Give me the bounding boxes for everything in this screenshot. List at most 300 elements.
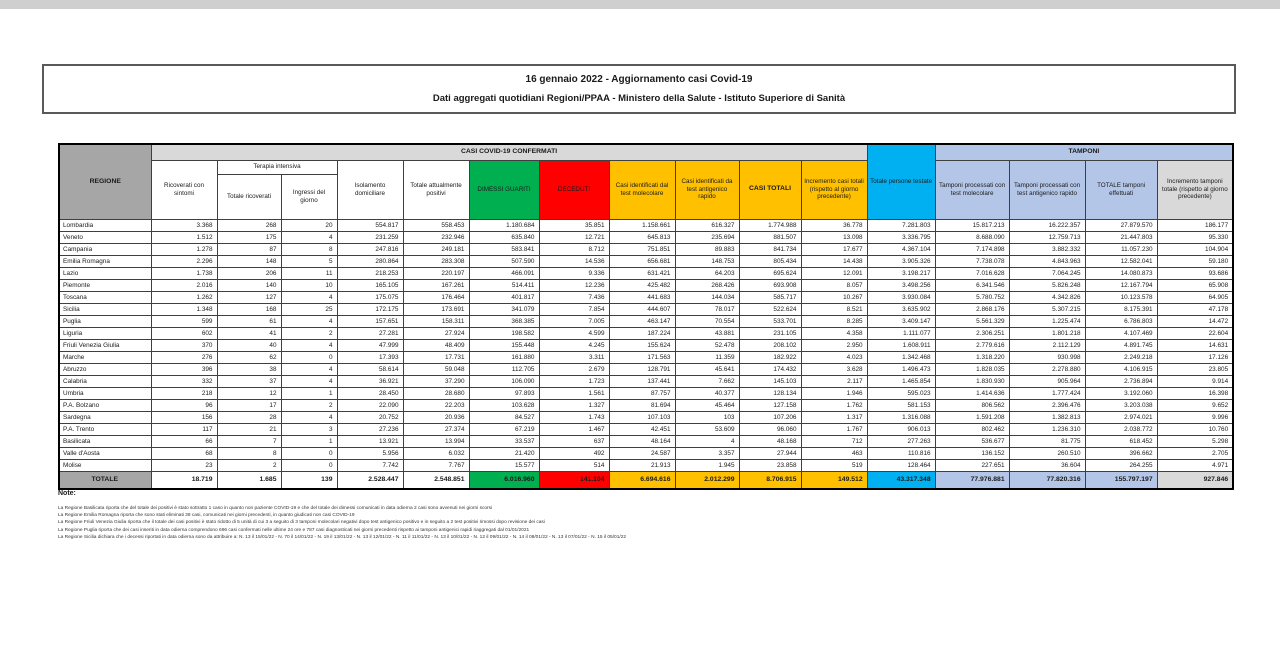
cell-value: 12.091 [801, 267, 867, 279]
cell-value: 7.064.245 [1009, 267, 1085, 279]
cell-value: 112.705 [469, 363, 539, 375]
cell-value: 128.134 [739, 387, 801, 399]
region-name: Veneto [59, 231, 151, 243]
cell-value: 2.779.616 [935, 339, 1009, 351]
cell-value: 168 [217, 303, 281, 315]
cell-value: 17 [217, 399, 281, 411]
cell-value: 695.624 [739, 267, 801, 279]
cell-value: 10.760 [1157, 423, 1233, 435]
cell-value: 155.797.197 [1085, 471, 1157, 489]
cell-value: 7.738.078 [935, 255, 1009, 267]
cell-value: 8 [281, 243, 337, 255]
cell-value: 519 [801, 459, 867, 471]
cell-value: 48.409 [403, 339, 469, 351]
cell-value: 59.048 [403, 363, 469, 375]
region-name: Lazio [59, 267, 151, 279]
cell-value: 40 [217, 339, 281, 351]
cell-value: 4 [281, 363, 337, 375]
cell-value: 802.462 [935, 423, 1009, 435]
table-row [59, 387, 1233, 399]
cell-value: 249.181 [403, 243, 469, 255]
cell-value: 15.817.213 [935, 219, 1009, 231]
cell-value: 4.358 [801, 327, 867, 339]
cell-value: 7.767 [403, 459, 469, 471]
table-row [59, 411, 1233, 423]
cell-value: 148.753 [675, 255, 739, 267]
cell-value: 176.464 [403, 291, 469, 303]
cell-value: 182.922 [739, 351, 801, 363]
cell-value: 128.464 [867, 459, 935, 471]
cell-value: 581.153 [867, 399, 935, 411]
cell-value: 905.964 [1009, 375, 1085, 387]
cell-value: 14.631 [1157, 339, 1233, 351]
cell-value: 48.168 [739, 435, 801, 447]
cell-value: 635.840 [469, 231, 539, 243]
cell-value: 6.786.803 [1085, 315, 1157, 327]
region-name: Puglia [59, 315, 151, 327]
cell-value: 97.893 [469, 387, 539, 399]
col-header-casi-antigenico: Casi identificati da test antigenico rapido [675, 160, 739, 219]
cell-value: 806.562 [935, 399, 1009, 411]
cell-value: 198.582 [469, 327, 539, 339]
cell-value: 37.290 [403, 375, 469, 387]
cell-value: 167.261 [403, 279, 469, 291]
cell-value: 17.677 [801, 243, 867, 255]
cell-value: 27.374 [403, 423, 469, 435]
cell-value: 3.311 [539, 351, 609, 363]
cell-value: 645.813 [609, 231, 675, 243]
cell-value: 930.998 [1009, 351, 1085, 363]
cell-value: 4 [675, 435, 739, 447]
document-title: 16 gennaio 2022 - Aggiornamento casi Covid-19 [525, 74, 753, 85]
cell-value: 27.236 [337, 423, 403, 435]
note-line: La Regione Sicilia dichiara che i decessi riportati in data odierna sono da attribuire a: N. 13 il 15/01/22 - N. 70 il 14/01/22 - N. 19 il 13/01/22 - N. 13 il 12/01/22 - N. 11 il 11/01/22 - N. 13 il 10/01/22 - N. 12 il 09/01/22 - N. 14 il 08/01/22 - N. 13 il 07/01/22 - N. 15 il 05/01/22 [58, 534, 627, 540]
cell-value: 218 [151, 387, 217, 399]
cell-value: 536.677 [935, 435, 1009, 447]
cell-value: 17.126 [1157, 351, 1233, 363]
cell-value: 7.174.898 [935, 243, 1009, 255]
cell-value: 2.950 [801, 339, 867, 351]
cell-value: 1.561 [539, 387, 609, 399]
cell-value: 67.219 [469, 423, 539, 435]
region-name: Abruzzo [59, 363, 151, 375]
cell-value: 232.946 [403, 231, 469, 243]
cell-value: 368.385 [469, 315, 539, 327]
cell-value: 96.060 [739, 423, 801, 435]
cell-value: 4.342.826 [1009, 291, 1085, 303]
cell-value: 3.357 [675, 447, 739, 459]
cell-value: 62 [217, 351, 281, 363]
cell-value: 7.854 [539, 303, 609, 315]
cell-value: 227.651 [935, 459, 1009, 471]
cell-value: 2.974.021 [1085, 411, 1157, 423]
cell-value: 463.147 [609, 315, 675, 327]
cell-value: 927.846 [1157, 471, 1233, 489]
document-subtitle: Dati aggregati quotidiani Regioni/PPAA - Ministero della Salute - Istituto Superiore di Sanità [432, 93, 846, 104]
cell-value: 9.996 [1157, 411, 1233, 423]
cell-value: 8.285 [801, 315, 867, 327]
cell-value: 161.880 [469, 351, 539, 363]
cell-value: 206 [217, 267, 281, 279]
cell-value: 231.105 [739, 327, 801, 339]
cell-value: 14.438 [801, 255, 867, 267]
cell-value: 11 [281, 267, 337, 279]
cell-value: 1.723 [539, 375, 609, 387]
cell-value: 2 [217, 459, 281, 471]
col-header-casi-totali: CASI TOTALI [739, 160, 801, 219]
region-name: Sardegna [59, 411, 151, 423]
cell-value: 40.377 [675, 387, 739, 399]
note-line: La Regione Puglia riporta che dei casi inseriti in data odierna comprendono 696 casi confermati nelle ultime 24 ore e 787 casi diagnosticati nei giorni precedenti rispetto ai tamponi antigenici rapidi riaggregati dal 01/01/2021 [58, 527, 530, 533]
cell-value: 1.342.468 [867, 351, 935, 363]
col-header-deceduti: DECEDUTI [539, 160, 609, 219]
region-name: Toscana [59, 291, 151, 303]
cell-value: 401.817 [469, 291, 539, 303]
cell-value: 18.719 [151, 471, 217, 489]
table-row [59, 255, 1233, 267]
cell-value: 1 [281, 387, 337, 399]
cell-value: 2.705 [1157, 447, 1233, 459]
cell-value: 11.057.230 [1085, 243, 1157, 255]
table-row [59, 303, 1233, 315]
cell-value: 156 [151, 411, 217, 423]
cell-value: 3.192.060 [1085, 387, 1157, 399]
cell-value: 38 [217, 363, 281, 375]
cell-value: 4 [281, 339, 337, 351]
cell-value: 15.577 [469, 459, 539, 471]
cell-value: 522.624 [739, 303, 801, 315]
cell-value: 2.296 [151, 255, 217, 267]
cell-value: 5.561.329 [935, 315, 1009, 327]
cell-value: 65.908 [1157, 279, 1233, 291]
cell-value: 3.498.256 [867, 279, 935, 291]
cell-value: 144.034 [675, 291, 739, 303]
cell-value: 89.883 [675, 243, 739, 255]
cell-value: 45.464 [675, 399, 739, 411]
cell-value: 1.236.310 [1009, 423, 1085, 435]
cell-value: 12.759.713 [1009, 231, 1085, 243]
cell-value: 66 [151, 435, 217, 447]
cell-value: 1.777.424 [1009, 387, 1085, 399]
cell-value: 841.734 [739, 243, 801, 255]
cell-value: 128.791 [609, 363, 675, 375]
cell-value: 145.103 [739, 375, 801, 387]
cell-value: 618.452 [1085, 435, 1157, 447]
cell-value: 13.098 [801, 231, 867, 243]
cell-value: 64.905 [1157, 291, 1233, 303]
cell-value: 81.775 [1009, 435, 1085, 447]
cell-value: 4 [281, 411, 337, 423]
cell-value: 1.743 [539, 411, 609, 423]
cell-value: 4.891.745 [1085, 339, 1157, 351]
region-name: Piemonte [59, 279, 151, 291]
cell-value: 1.738 [151, 267, 217, 279]
cell-value: 1.316.088 [867, 411, 935, 423]
cell-value: 64.203 [675, 267, 739, 279]
cell-value: 9.652 [1157, 399, 1233, 411]
table-row [59, 231, 1233, 243]
cell-value: 12.582.041 [1085, 255, 1157, 267]
cell-value: 2 [281, 399, 337, 411]
cell-value: 8.688.090 [935, 231, 1009, 243]
covid-data-table [58, 143, 1234, 490]
cell-value: 3.905.326 [867, 255, 935, 267]
cell-value: 7.281.803 [867, 219, 935, 231]
cell-value: 171.563 [609, 351, 675, 363]
region-name: P.A. Bolzano [59, 399, 151, 411]
cell-value: 1.348 [151, 303, 217, 315]
region-name: Lombardia [59, 219, 151, 231]
cell-value: 157.651 [337, 315, 403, 327]
cell-value: 20 [281, 219, 337, 231]
cell-value: 41 [217, 327, 281, 339]
cell-value: 1.685 [217, 471, 281, 489]
cell-value: 20.752 [337, 411, 403, 423]
cell-value: 1.158.661 [609, 219, 675, 231]
cell-value: 396 [151, 363, 217, 375]
cell-value: 139 [281, 471, 337, 489]
cell-value: 425.482 [609, 279, 675, 291]
cell-value: 12.167.794 [1085, 279, 1157, 291]
region-name: Molise [59, 459, 151, 471]
cell-value: 554.817 [337, 219, 403, 231]
cell-value: 2.278.880 [1009, 363, 1085, 375]
cell-value: 599 [151, 315, 217, 327]
table-row [59, 399, 1233, 411]
cell-value: 260.510 [1009, 447, 1085, 459]
cell-value: 466.091 [469, 267, 539, 279]
cell-value: 13.921 [337, 435, 403, 447]
region-name: Umbria [59, 387, 151, 399]
cell-value: 1.467 [539, 423, 609, 435]
region-name: Emilia Romagna [59, 255, 151, 267]
cell-value: 2.038.772 [1085, 423, 1157, 435]
cell-value: 103 [675, 411, 739, 423]
cell-value: 7.742 [337, 459, 403, 471]
table-row [59, 291, 1233, 303]
cell-value: 4.245 [539, 339, 609, 351]
cell-value: 17.731 [403, 351, 469, 363]
cell-value: 14.472 [1157, 315, 1233, 327]
cell-value: 28 [217, 411, 281, 423]
cell-value: 36.778 [801, 219, 867, 231]
cell-value: 8.706.915 [739, 471, 801, 489]
cell-value: 1.465.854 [867, 375, 935, 387]
cell-value: 175 [217, 231, 281, 243]
cell-value: 4.971 [1157, 459, 1233, 471]
cell-value: 396.662 [1085, 447, 1157, 459]
cell-value: 1.327 [539, 399, 609, 411]
cell-value: 463 [801, 447, 867, 459]
cell-value: 4 [281, 291, 337, 303]
cell-value: 5.780.752 [935, 291, 1009, 303]
cell-value: 2.016 [151, 279, 217, 291]
table-row [59, 279, 1233, 291]
col-header-incremento-casi: Incremento casi totali (rispetto al giorno precedente) [801, 160, 867, 219]
cell-value: 585.717 [739, 291, 801, 303]
table-row [59, 327, 1233, 339]
cell-value: 136.152 [935, 447, 1009, 459]
cell-value: 492 [539, 447, 609, 459]
cell-value: 2.306.251 [935, 327, 1009, 339]
note-line: La Regione Friuli Venezia Giulia riporta che il totale dei casi positivi è stato ridotto di 5 unità di cui 3 a seguito di 3 tamponi molecolari negativi dopo test antigenico positivo e in seguito a 2 test positivi rimossi dopo revisione dei casi [58, 520, 545, 526]
cell-value: 127.158 [739, 399, 801, 411]
cell-value: 77.976.881 [935, 471, 1009, 489]
cell-value: 1.317 [801, 411, 867, 423]
cell-value: 2.736.894 [1085, 375, 1157, 387]
cell-value: 8 [217, 447, 281, 459]
cell-value: 751.851 [609, 243, 675, 255]
cell-value: 8.521 [801, 303, 867, 315]
cell-value: 8.175.391 [1085, 303, 1157, 315]
cell-value: 558.453 [403, 219, 469, 231]
table-row [59, 447, 1233, 459]
cell-value: 27.944 [739, 447, 801, 459]
cell-value: 507.590 [469, 255, 539, 267]
cell-value: 881.507 [739, 231, 801, 243]
cell-value: 247.816 [337, 243, 403, 255]
table-row [59, 339, 1233, 351]
cell-value: 264.255 [1085, 459, 1157, 471]
cell-value: 155.448 [469, 339, 539, 351]
cell-value: 11.359 [675, 351, 739, 363]
cell-value: 341.079 [469, 303, 539, 315]
cell-value: 1.225.474 [1009, 315, 1085, 327]
table-row [59, 351, 1233, 363]
note-line: La Regione Emilia Romagna riporta che sono stati eliminati 38 casi, comunicati nei giorni precedenti, in quanto giudicati non casi COVID-19 [58, 513, 355, 519]
table-row [59, 435, 1233, 447]
cell-value: 25 [281, 303, 337, 315]
cell-value: 106.090 [469, 375, 539, 387]
top-border-strip [0, 0, 1280, 9]
cell-value: 52.478 [675, 339, 739, 351]
cell-value: 6.016.960 [469, 471, 539, 489]
cell-value: 9.914 [1157, 375, 1233, 387]
cell-value: 14.536 [539, 255, 609, 267]
cell-value: 10.123.578 [1085, 291, 1157, 303]
cell-value: 602 [151, 327, 217, 339]
cell-value: 27.281 [337, 327, 403, 339]
cell-value: 187.224 [609, 327, 675, 339]
col-header-casi-molecolare: Casi identificati dal test molecolare [609, 160, 675, 219]
cell-value: 21 [217, 423, 281, 435]
table-row [59, 243, 1233, 255]
cell-value: 4.599 [539, 327, 609, 339]
cell-value: 441.683 [609, 291, 675, 303]
cell-value: 53.609 [675, 423, 739, 435]
cell-value: 28.450 [337, 387, 403, 399]
cell-value: 175.075 [337, 291, 403, 303]
notes-title: Note: [58, 490, 76, 497]
cell-value: 2.548.851 [403, 471, 469, 489]
cell-value: 1.767 [801, 423, 867, 435]
cell-value: 805.434 [739, 255, 801, 267]
cell-value: 208.102 [739, 339, 801, 351]
cell-value: 59.180 [1157, 255, 1233, 267]
cell-value: 4.367.104 [867, 243, 935, 255]
cell-value: 13.994 [403, 435, 469, 447]
group-header-tamponi: TAMPONI [935, 144, 1233, 160]
cell-value: 1.608.911 [867, 339, 935, 351]
col-header-tamponi-antigenico: Tamponi processati con test antigenico rapido [1009, 160, 1085, 219]
cell-value: 12 [217, 387, 281, 399]
cell-value: 127 [217, 291, 281, 303]
cell-value: 693.908 [739, 279, 801, 291]
cell-value: 4 [281, 315, 337, 327]
cell-value: 20.936 [403, 411, 469, 423]
table-row [59, 423, 1233, 435]
cell-value: 1.262 [151, 291, 217, 303]
cell-value: 2.012.299 [675, 471, 739, 489]
region-name: Sicilia [59, 303, 151, 315]
covid-data-table-wrap [58, 143, 1234, 490]
cell-value: 7 [217, 435, 281, 447]
cell-value: 77.820.316 [1009, 471, 1085, 489]
cell-value: 7.005 [539, 315, 609, 327]
cell-value: 22.604 [1157, 327, 1233, 339]
cell-value: 61 [217, 315, 281, 327]
cell-value: 444.607 [609, 303, 675, 315]
region-name: TOTALE [59, 471, 151, 489]
cell-value: 35.851 [539, 219, 609, 231]
cell-value: 165.105 [337, 279, 403, 291]
cell-value: 1.382.813 [1009, 411, 1085, 423]
cell-value: 36.604 [1009, 459, 1085, 471]
cell-value: 173.691 [403, 303, 469, 315]
cell-value: 2.112.129 [1009, 339, 1085, 351]
cell-value: 1.830.930 [935, 375, 1009, 387]
cell-value: 3.203.038 [1085, 399, 1157, 411]
cell-value: 1.828.035 [935, 363, 1009, 375]
cell-value: 5.826.248 [1009, 279, 1085, 291]
cell-value: 5.298 [1157, 435, 1233, 447]
region-name: Liguria [59, 327, 151, 339]
cell-value: 514 [539, 459, 609, 471]
table-row [59, 267, 1233, 279]
cell-value: 149.512 [801, 471, 867, 489]
cell-value: 2.679 [539, 363, 609, 375]
cell-value: 172.175 [337, 303, 403, 315]
cell-value: 36.921 [337, 375, 403, 387]
cell-value: 23 [151, 459, 217, 471]
cell-value: 104.904 [1157, 243, 1233, 255]
cell-value: 6.032 [403, 447, 469, 459]
cell-value: 1.774.988 [739, 219, 801, 231]
cell-value: 21.420 [469, 447, 539, 459]
cell-value: 22.203 [403, 399, 469, 411]
table-row [59, 363, 1233, 375]
cell-value: 712 [801, 435, 867, 447]
cell-value: 4.106.915 [1085, 363, 1157, 375]
cell-value: 42.451 [609, 423, 675, 435]
cell-value: 174.432 [739, 363, 801, 375]
group-header-terapia-intensiva: Terapia intensiva [217, 160, 337, 174]
cell-value: 0 [281, 447, 337, 459]
cell-value: 276 [151, 351, 217, 363]
col-header-positivi: Totale attualmente positivi [403, 160, 469, 219]
cell-value: 16.222.357 [1009, 219, 1085, 231]
col-header-incremento-tamponi: Incremento tamponi totale (rispetto al giorno precedente) [1157, 160, 1233, 219]
cell-value: 3.628 [801, 363, 867, 375]
col-header-ti-ingressi: Ingressi del giorno [281, 174, 337, 219]
cell-value: 637 [539, 435, 609, 447]
cell-value: 95.330 [1157, 231, 1233, 243]
table-row [59, 375, 1233, 387]
cell-value: 158.311 [403, 315, 469, 327]
cell-value: 96 [151, 399, 217, 411]
cell-value: 6.694.616 [609, 471, 675, 489]
cell-value: 268.426 [675, 279, 739, 291]
